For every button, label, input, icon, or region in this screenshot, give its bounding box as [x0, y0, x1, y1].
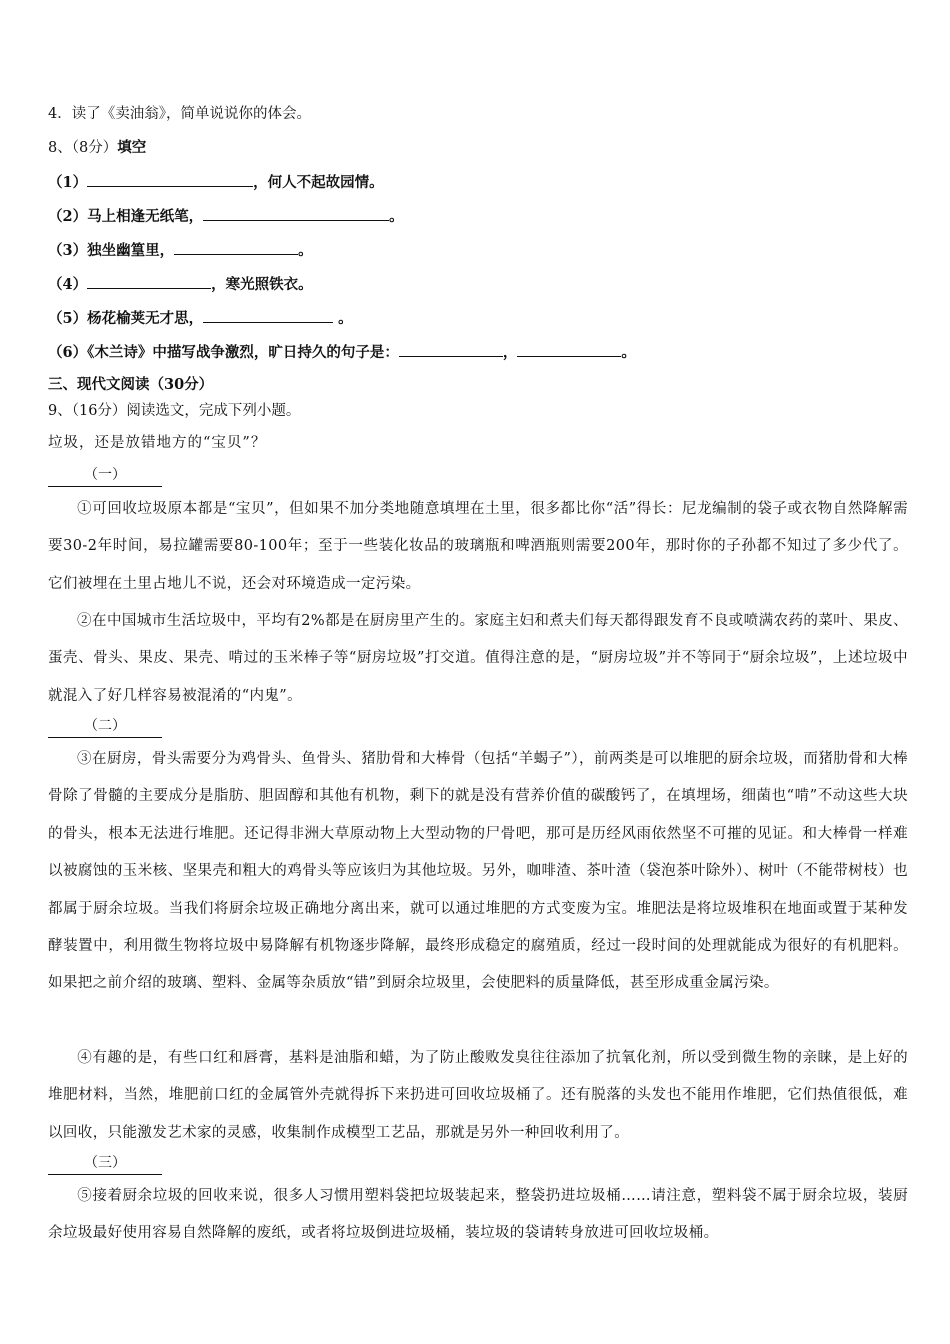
q8-number: 8、 — [48, 140, 72, 156]
paragraph-text: ②在中国城市生活垃圾中，平均有2%都是在厨房里产生的。家庭主妇和煮夫们每天都得跟发育不良或喷满农药的菜叶、果皮、蛋壳、骨头、果皮、果壳、啃过的玉米棒子等“厨房垃圾”打交道。值得注意的是，“厨房垃圾”并不等同于“厨余垃圾”，上述垃圾中就混入了好几样容易被混淆的“内鬼”。 — [48, 613, 908, 704]
part-label-text: （二） — [48, 716, 162, 738]
fill-item-6 — [48, 342, 636, 363]
fill-item-text: ，寒光照铁衣。 — [211, 276, 313, 293]
answer-blank[interactable] — [87, 274, 211, 289]
part-label-text: （一） — [48, 465, 162, 487]
fill-item-number: （2） — [48, 208, 88, 225]
paragraph-text: ④有趣的是，有些口红和唇膏，基料是油脂和蜡，为了防止酸败发臭往往添加了抗氧化剂，所以受到微生物的亲睐，是上好的堆肥材料，当然，堆肥前口红的金属管外壳就得拆下来扔进可回收垃圾桶了。还有脱落的头发也不能用作堆肥，它们热值很低，难以回收，只能激发艺术家的灵感，收集制作成模型工艺品，那就是另外一种回收利用了。 — [48, 1050, 908, 1141]
q8-score: （8分） — [71, 140, 118, 156]
fill-item-number: （5） — [48, 310, 88, 327]
question-4: 4．读了《卖油翁》，简单说说你的体会。 — [48, 106, 311, 122]
paragraph-3 — [48, 741, 908, 1003]
paragraph-text: ①可回收垃圾原本都是“宝贝”，但如果不加分类地随意填埋在土里，很多都比你“活”得长：尼龙编制的袋子或衣物自然降解需要30-2年时间，易拉罐需要80-100年；至于一些装化妆品的玻璃瓶和啤酒瓶则需要200年，那时你的子孙都不知过了多少代了。它们被埋在土里占地儿不说，还会对环境造成一定污染。 — [48, 501, 908, 592]
fill-item-number: （3） — [48, 242, 88, 259]
question-9-header: 9、（16分）阅读选文，完成下列小题。 — [48, 403, 301, 419]
part-label — [48, 716, 162, 738]
answer-blank[interactable] — [203, 308, 333, 323]
fill-item-2 — [48, 206, 404, 227]
paragraph-5 — [48, 1178, 908, 1253]
fill-item-text: 独坐幽篁里， — [87, 242, 175, 259]
fill-item-text: 《木兰诗》中描写战争激烈，旷日持久的句子是： — [87, 344, 399, 361]
fill-item-4 — [48, 274, 313, 295]
answer-blank[interactable] — [203, 206, 389, 221]
fill-item-text: 。 — [621, 344, 636, 361]
fill-item-number: （6） — [48, 344, 88, 361]
fill-item-number: （1） — [48, 174, 88, 191]
fill-item-text: 。 — [389, 208, 404, 225]
part-label — [48, 1153, 162, 1175]
paragraph-text: ③在厨房，骨头需要分为鸡骨头、鱼骨头、猪肋骨和大棒骨（包括“羊蝎子”），前两类是可以堆肥的厨余垃圾，而猪肋骨和大棒骨除了骨髓的主要成分是脂肪、胆固醇和其他有机物，剩下的就是没有营养价值的碳酸钙了，在填埋场，细菌也“啃”不动这些大块的骨头，根本无法进行堆肥。还记得非洲大草原动物上大型动物的尸骨吧，那可是历经风雨依然坚不可摧的见证。和大棒骨一样难以被腐蚀的玉米核、坚果壳和粗大的鸡骨头等应该归为其他垃圾。另外，咖啡渣、茶叶渣（袋泡茶叶除外）、树叶（不能带树枝）也都属于厨余垃圾。当我们将厨余垃圾正确地分离出来，就可以通过堆肥的方式变废为宝。堆肥法是将垃圾堆积在地面或置于某种发酵装置中，利用微生物将垃圾中易降解有机物逐步降解，最终形成稳定的腐殖质，经过一段时间的处理就能成为很好的有机肥料。如果把之前介绍的玻璃、塑料、金属等杂质放“错”到厨余垃圾里，会使肥料的质量降低，甚至形成重金属污染。 — [48, 751, 908, 992]
paragraph-text: ⑤接着厨余垃圾的回收来说，很多人习惯用塑料袋把垃圾装起来，整袋扔进垃圾桶……请注意，塑料袋不属于厨余垃圾，装厨余垃圾最好使用容易自然降解的废纸，或者将垃圾倒进垃圾桶，装垃圾的袋请转身放进可回收垃圾桶。 — [48, 1188, 908, 1242]
fill-item-number: （4） — [48, 276, 88, 293]
section-heading: 三、现代文阅读（30分） — [48, 376, 214, 393]
question-8-header — [48, 138, 146, 158]
paragraph-2 — [48, 603, 908, 715]
fill-item-1 — [48, 172, 384, 193]
answer-blank[interactable] — [174, 240, 298, 255]
answer-blank[interactable] — [399, 342, 503, 357]
fill-item-text: ， — [502, 344, 518, 361]
answer-blank[interactable] — [87, 172, 253, 187]
answer-blank[interactable] — [517, 342, 621, 357]
fill-item-text: 杨花榆荚无才思， — [87, 310, 204, 327]
fill-item-text: ，何人不起故园情。 — [253, 174, 384, 191]
fill-item-5 — [48, 308, 353, 329]
paragraph-1 — [48, 491, 908, 603]
part-label — [48, 465, 162, 487]
fill-item-text: 。 — [333, 310, 353, 327]
paragraph-4 — [48, 1040, 908, 1152]
part-label-text: （三） — [48, 1153, 162, 1175]
fill-item-text: 。 — [298, 242, 313, 259]
fill-item-text: 马上相逢无纸笔， — [87, 208, 204, 225]
article-title: 垃圾，还是放错地方的“宝贝”？ — [48, 435, 267, 451]
fill-item-3 — [48, 240, 313, 261]
q8-title: 填空 — [117, 139, 147, 156]
